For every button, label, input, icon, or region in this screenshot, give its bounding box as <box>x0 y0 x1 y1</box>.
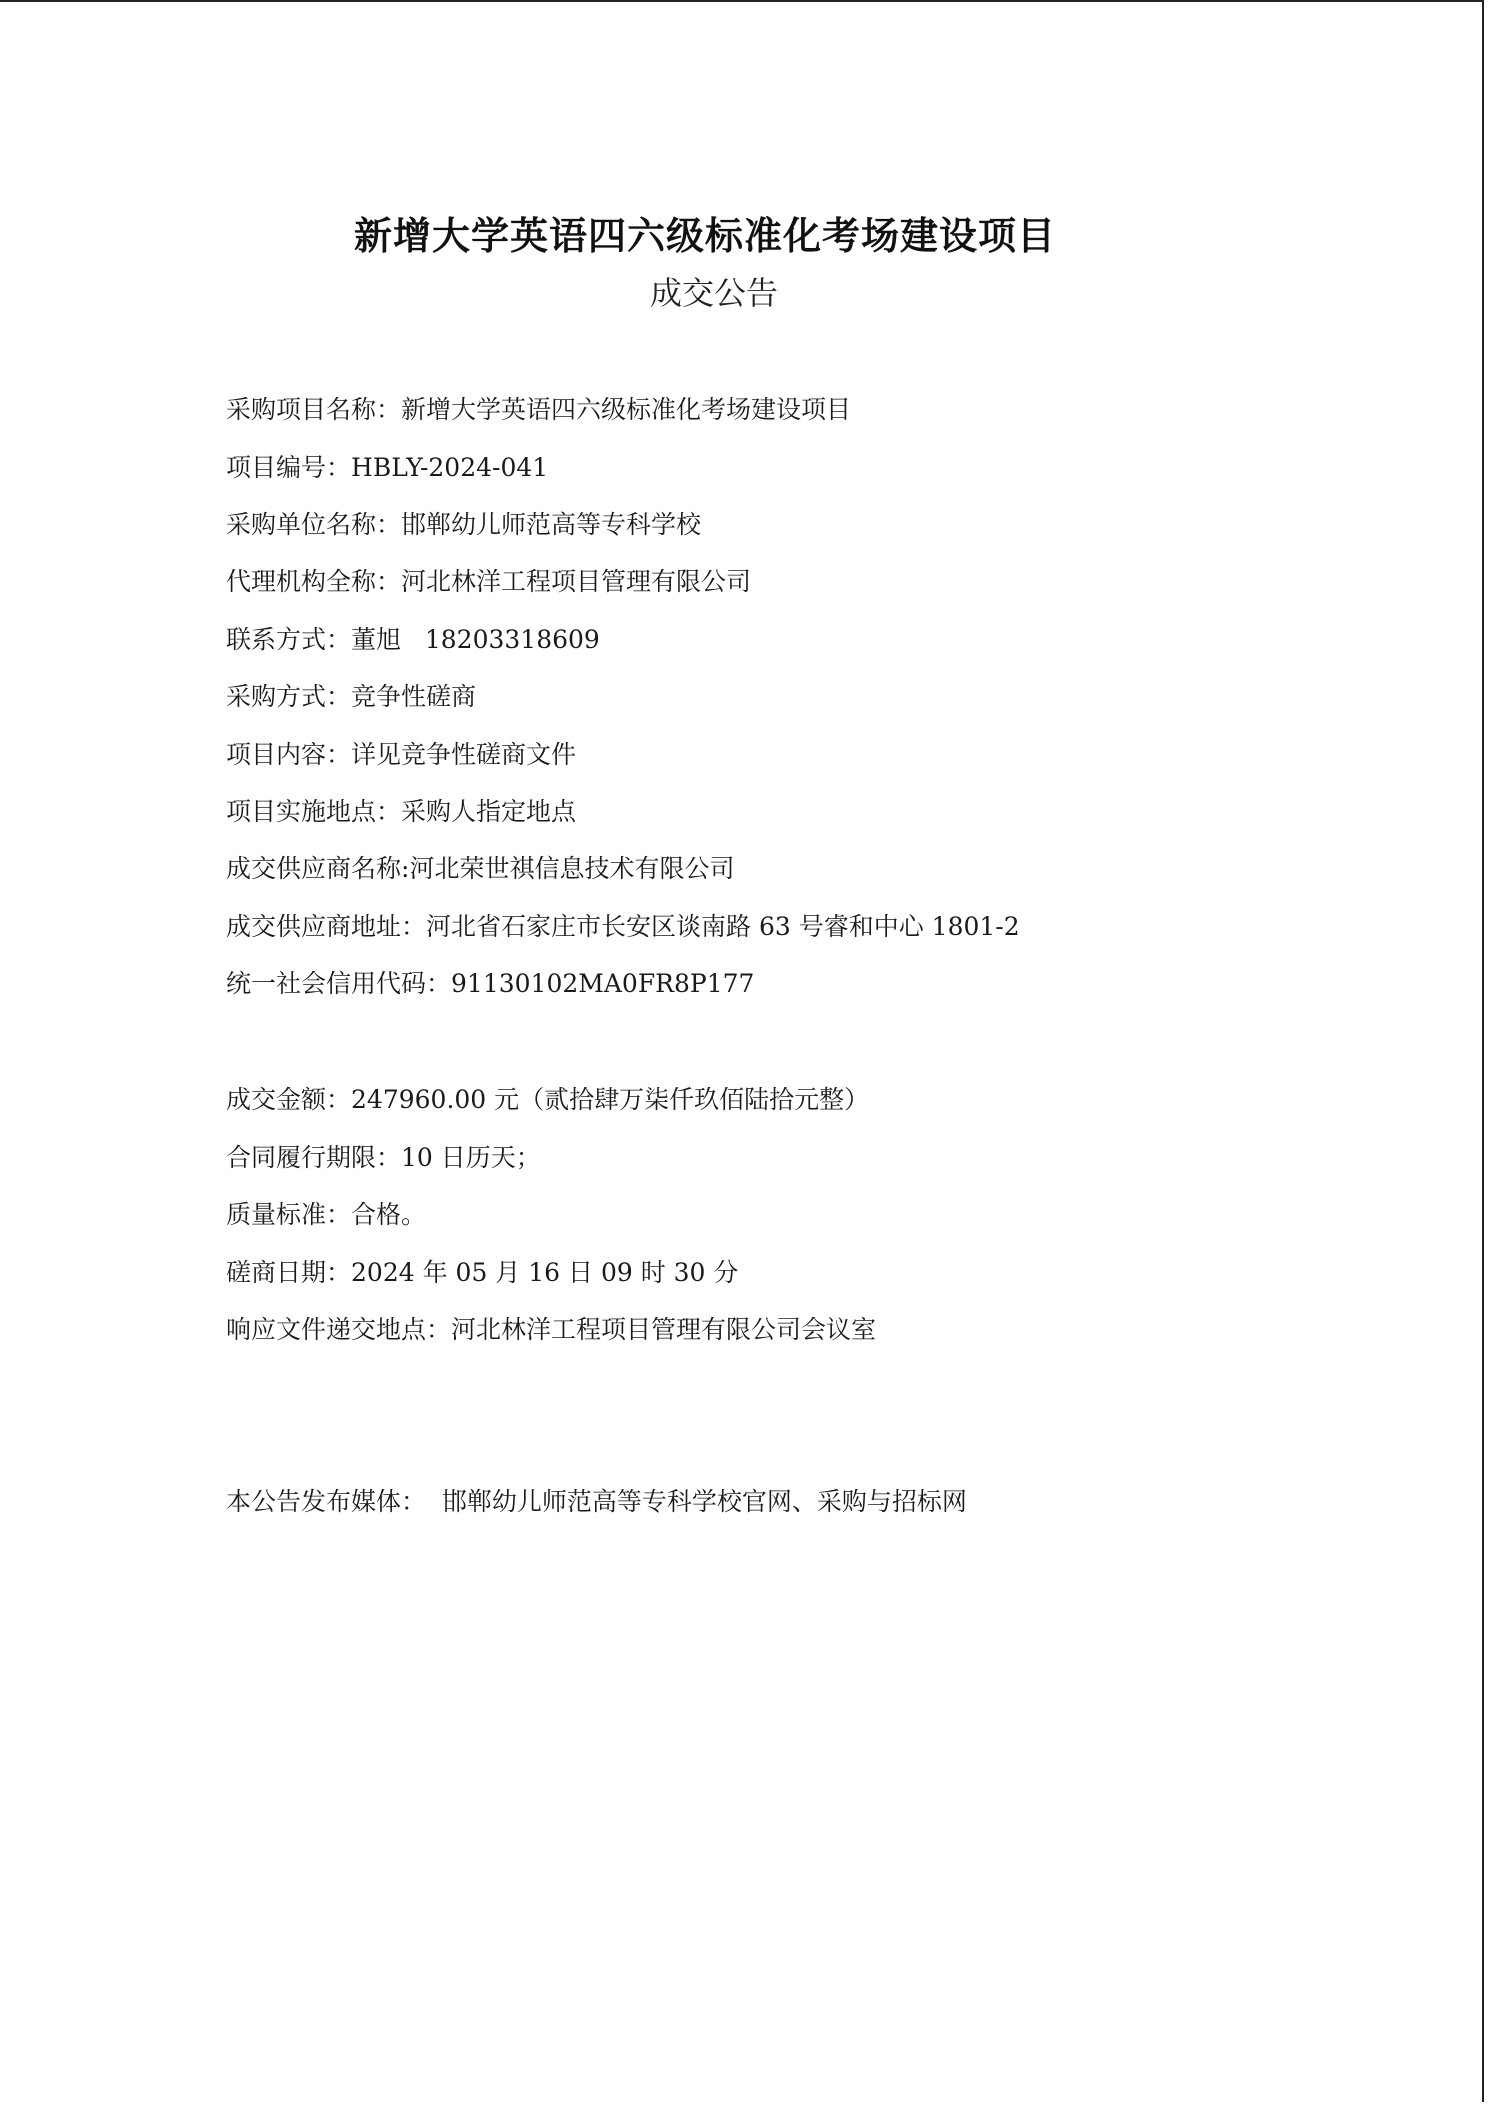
field-label: 采购方式： <box>226 682 352 711</box>
document-subtitle: 成交公告 <box>649 274 778 312</box>
field-label: 项目编号： <box>226 453 352 482</box>
field-value: 247960.00 元（贰拾肆万柒仟玖佰陆拾元整） <box>351 1085 870 1114</box>
field-value: 河北林洋工程项目管理有限公司 <box>401 567 752 596</box>
field-project-number <box>226 451 548 485</box>
field-label: 联系方式： <box>226 625 352 654</box>
field-value: 详见竞争性磋商文件 <box>351 740 577 769</box>
field-label: 采购项目名称： <box>226 395 402 424</box>
field-contact <box>226 623 600 657</box>
document-title: 新增大学英语四六级标准化考场建设项目 <box>353 214 1056 258</box>
field-implementation-site <box>226 795 576 829</box>
field-value: 河北荣世祺信息技术有限公司 <box>409 854 735 883</box>
field-value: 董旭 18203318609 <box>351 625 600 654</box>
field-value: 合格。 <box>351 1200 427 1229</box>
field-project-content <box>226 738 576 772</box>
field-value: HBLY-2024-041 <box>351 453 549 482</box>
field-label: 合同履行期限： <box>226 1143 402 1172</box>
field-value: 2024 年 05 月 16 日 09 时 30 分 <box>351 1258 739 1287</box>
field-label: 代理机构全称： <box>226 567 402 596</box>
field-value: 新增大学英语四六级标准化考场建设项目 <box>401 395 852 424</box>
field-label: 成交金额： <box>226 1085 352 1114</box>
field-supplier-name <box>226 852 734 886</box>
field-quality-standard <box>226 1198 426 1232</box>
field-value: 10 日历天； <box>401 1143 541 1172</box>
field-label: 本公告发布媒体： <box>226 1487 427 1516</box>
field-value: 邯郸幼儿师范高等专科学校 <box>401 510 702 539</box>
field-agency <box>226 565 751 599</box>
field-value: 邯郸幼儿师范高等专科学校官网、采购与招标网 <box>426 1487 967 1516</box>
field-label: 统一社会信用代码： <box>226 969 452 998</box>
field-credit-code <box>226 967 754 1001</box>
field-label: 响应文件递交地点： <box>226 1315 452 1344</box>
field-transaction-amount <box>226 1083 869 1117</box>
field-label: 项目实施地点： <box>226 797 402 826</box>
field-label: 质量标准： <box>226 1200 352 1229</box>
field-label: 采购单位名称： <box>226 510 402 539</box>
field-procurement-method <box>226 680 476 714</box>
field-label: 成交供应商名称: <box>226 854 410 883</box>
field-publication-media <box>226 1485 967 1519</box>
field-value: 采购人指定地点 <box>401 797 577 826</box>
field-submission-location <box>226 1313 876 1347</box>
field-consultation-date <box>226 1256 738 1290</box>
field-label: 成交供应商地址： <box>226 912 427 941</box>
field-value: 91130102MA0FR8P177 <box>451 969 755 998</box>
field-value: 河北林洋工程项目管理有限公司会议室 <box>451 1315 877 1344</box>
field-purchaser <box>226 508 701 542</box>
field-value: 河北省石家庄市长安区谈南路 63 号睿和中心 1801-2 <box>426 912 1020 941</box>
field-project-name <box>226 393 851 427</box>
field-label: 磋商日期： <box>226 1258 352 1287</box>
field-contract-period <box>226 1141 541 1175</box>
field-value: 竞争性磋商 <box>351 682 477 711</box>
field-supplier-address <box>226 910 1020 944</box>
field-label: 项目内容： <box>226 740 352 769</box>
